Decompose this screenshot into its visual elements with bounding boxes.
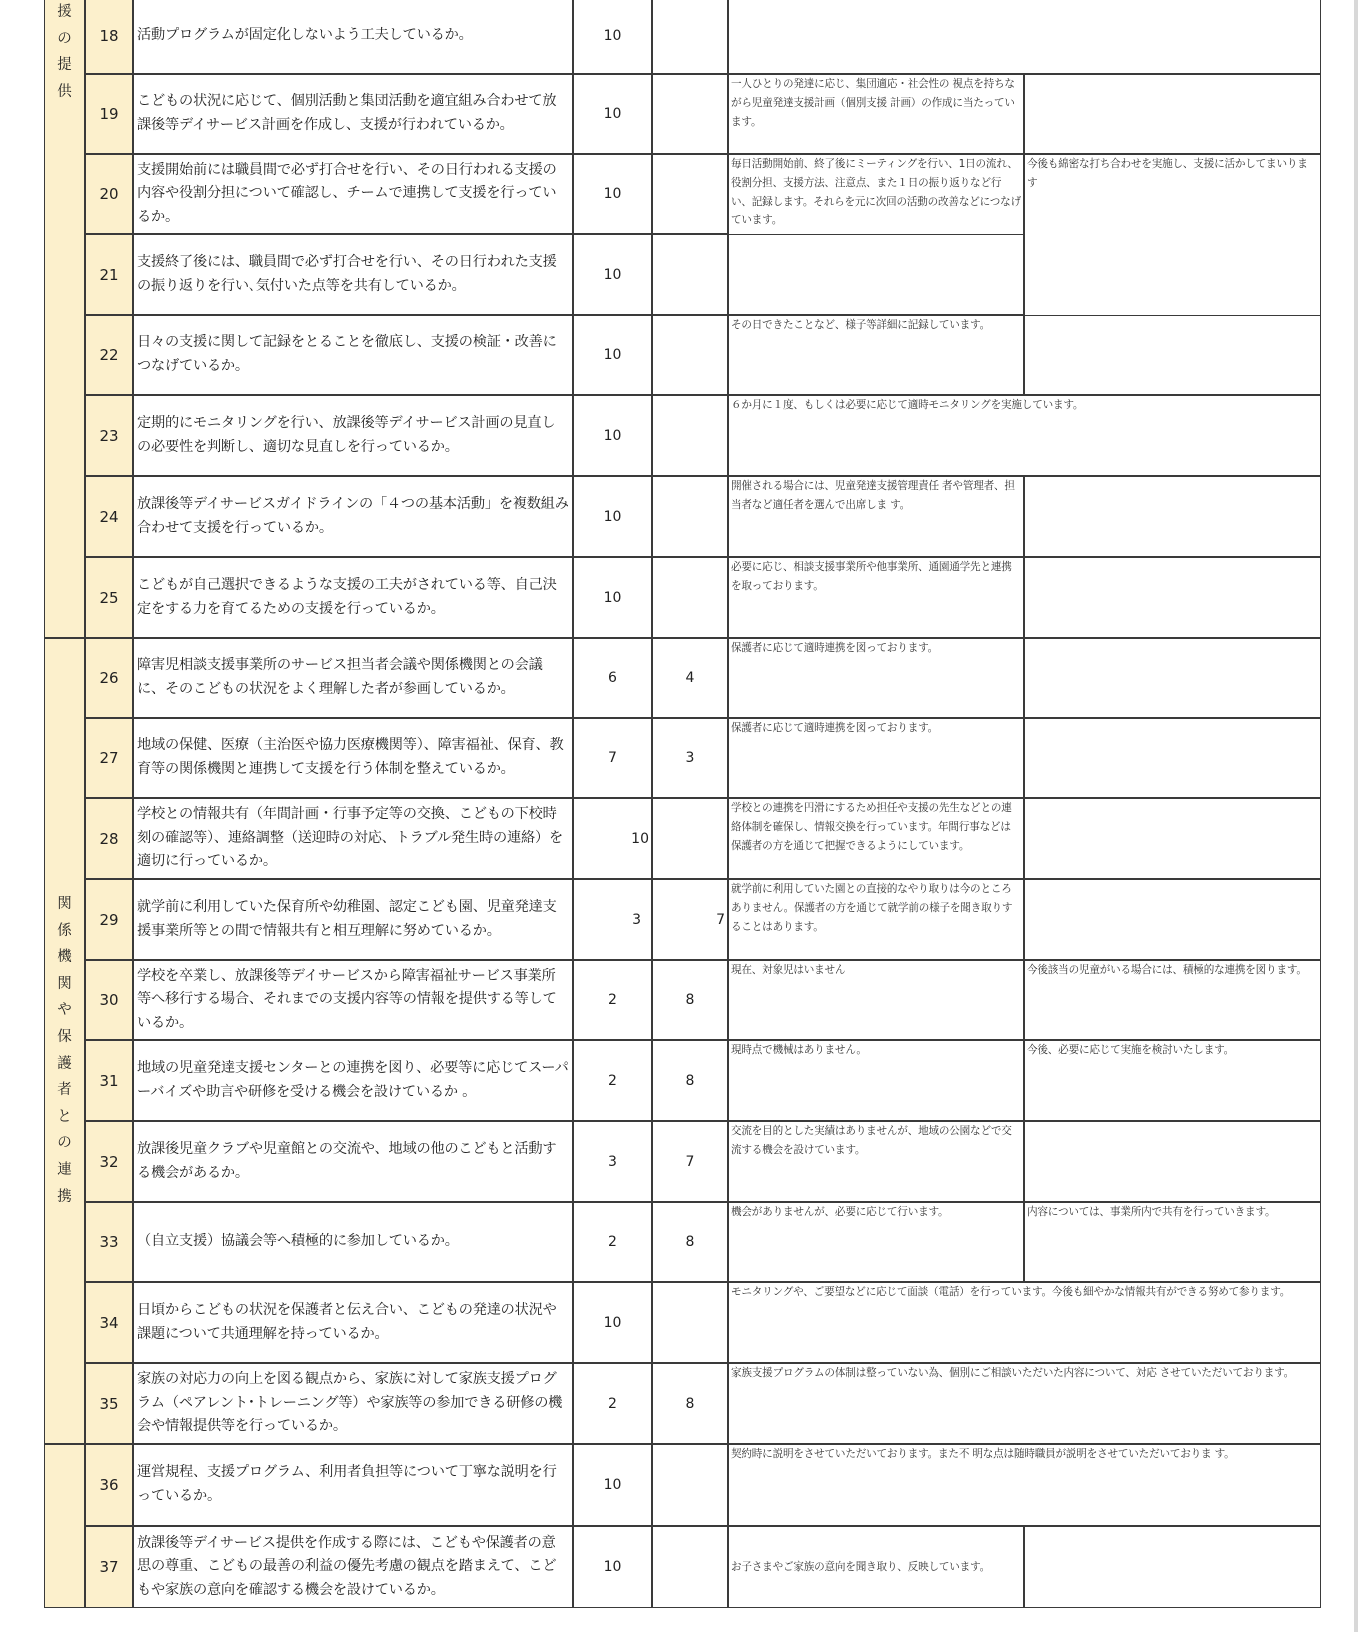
- comment-text: 一人ひとりの発達に応じ、集団適応・社会性の 視点を持ちながら児童発達支援計画（個別支援 計画）の作成に当たっています。: [731, 78, 1015, 128]
- improvement-cell: [1024, 557, 1321, 638]
- item-number: [85, 798, 133, 879]
- comment-text: 機会がありませんが、必要に応じて行います。: [731, 1206, 949, 1218]
- comment-text: その日できたことなど、様子等詳細に記録しています。: [731, 319, 990, 331]
- category-label-explanation: [44, 1444, 85, 1608]
- no-count-value: 8: [685, 1234, 695, 1250]
- comment-text: 契約時に説明をさせていただいております。また不 明な点は随時職員が説明をさせていただいておりま す。: [731, 1448, 1235, 1460]
- improvement-cell: [1024, 960, 1321, 1040]
- yes-count-value: 10: [603, 1314, 622, 1331]
- no-count: [652, 638, 728, 718]
- item-number: [85, 1444, 133, 1526]
- comment-text: 開催される場合には、児童発達支援管理責任 者や管理者、担当者など適任者を選んで出席しま す。: [731, 480, 1015, 511]
- yes-count: [573, 1363, 652, 1444]
- comment-cell: [728, 1363, 1321, 1444]
- yes-count: [573, 1202, 652, 1282]
- yes-count: [573, 879, 652, 960]
- question-text: 支援終了後には、職員間で必ず打合せを行い、その日行われた支援の振り返りを行い､気付いた点等を共有しているか。: [137, 253, 557, 294]
- category-char: 関: [57, 975, 72, 992]
- item-number-text: 18: [99, 27, 119, 45]
- question-text: 就学前に利用していた保育所や幼稚園、認定こども園、児童発達支援事業所等との間で情報共有と相互理解に努めているか。: [137, 898, 557, 939]
- item-number: [85, 1040, 133, 1121]
- question-text: 放課後児童クラブや児童館との交流や、地域の他のこどもと活動する機会があるか。: [137, 1140, 557, 1181]
- yes-count: [573, 798, 652, 879]
- category-char: 護: [57, 1055, 72, 1072]
- category-char: 連: [57, 1161, 72, 1178]
- category-char: の: [57, 30, 72, 47]
- yes-count-value: 6: [608, 670, 617, 686]
- comment-cell: [728, 1202, 1024, 1282]
- item-number: [85, 1526, 133, 1608]
- question-cell: [133, 476, 573, 557]
- improvement-text: 今後、必要に応じて実施を検討いたします。: [1027, 1044, 1235, 1056]
- item-number-text: 27: [99, 749, 119, 767]
- question-cell: [133, 960, 573, 1040]
- improvement-text: 今後も綿密な打ち合わせを実施し、支援に活かしてまいります: [1027, 158, 1308, 189]
- yes-count: [573, 557, 652, 638]
- item-number: [85, 0, 133, 74]
- comment-cell: [728, 1282, 1321, 1363]
- no-count: [652, 0, 728, 74]
- category-char: 係: [57, 922, 72, 939]
- comment-text: 保護者に応じて適時連携を図っております。: [731, 722, 939, 734]
- question-text: 活動プログラムが固定化しないよう工夫しているか。: [137, 27, 473, 44]
- item-number-text: 23: [99, 426, 119, 445]
- item-number: [85, 1202, 133, 1282]
- question-text: 学校を卒業し、放課後等デイサービスから障害福祉サービス事業所等へ移行する場合、それまでの支援内容等の情報を提供する等しているか。: [137, 967, 557, 1031]
- improvement-text: 内容については、事業所内で共有を行っていきます。: [1027, 1206, 1276, 1218]
- comment-text: 現在、対象児はいません: [731, 964, 846, 976]
- category-char: と: [57, 1108, 72, 1125]
- improvement-cell: [1024, 476, 1321, 557]
- item-number: [85, 1121, 133, 1202]
- question-text: 支援開始前には職員間で必ず打合せを行い、その日行われる支援の内容や役割分担について確認し、チームで連携して支援を行っているか。: [137, 161, 557, 225]
- comment-cell: [728, 1526, 1024, 1608]
- no-count: [652, 557, 728, 638]
- comment-text: ６か月に１度、もしくは必要に応じて適時モニタリングを実施しています。: [731, 399, 1084, 411]
- yes-count-value: 10: [603, 266, 622, 283]
- no-count: [652, 718, 728, 798]
- item-number-text: 34: [99, 1313, 119, 1332]
- no-count: [652, 798, 728, 879]
- yes-count-value: 10: [603, 106, 622, 122]
- yes-count-value: 10: [603, 589, 622, 606]
- question-cell: [133, 1526, 573, 1608]
- yes-count: [573, 1526, 652, 1608]
- question-cell: [133, 1363, 573, 1444]
- question-text: 家族の対応力の向上を図る観点から、家族に対して家族支援プログラム（ペアレント･トレーニング等）や家族等の参加できる研修の機会や情報提供等を行っているか。: [137, 1371, 563, 1435]
- yes-count: [573, 1444, 652, 1526]
- comment-cell: [728, 74, 1024, 154]
- item-number-text: 22: [99, 346, 119, 364]
- yes-count-value: 2: [608, 1072, 617, 1089]
- question-cell: [133, 74, 573, 154]
- item-number-text: 30: [99, 991, 119, 1009]
- no-count: [652, 234, 728, 315]
- yes-count: [573, 960, 652, 1040]
- item-number-text: 32: [99, 1152, 119, 1171]
- yes-count: [573, 315, 652, 395]
- yes-count: [573, 1121, 652, 1202]
- item-number: [85, 638, 133, 718]
- yes-count-value: 10: [603, 1477, 622, 1493]
- right-edge: [1354, 0, 1358, 1632]
- item-number-text: 36: [99, 1476, 119, 1494]
- item-number-text: 19: [99, 105, 119, 123]
- item-number: [85, 1363, 133, 1444]
- yes-count: [573, 1040, 652, 1121]
- yes-count: [573, 0, 652, 74]
- item-number-text: 25: [99, 588, 119, 607]
- comment-text: お子さまやご家族の意向を聞き取り、反映しています。: [731, 1560, 990, 1573]
- no-count: [652, 1363, 728, 1444]
- comment-cell: [728, 1121, 1024, 1202]
- question-text: 地域の保健、医療（主治医や協力医療機関等）、障害福祉、保育、教育等の関係機関と連携して支援を行う体制を整えているか。: [137, 737, 564, 777]
- category-char: の: [57, 1135, 72, 1152]
- no-count: [652, 395, 728, 476]
- question-text: （自立支援）協議会等へ積極的に参加しているか。: [137, 1233, 459, 1250]
- question-text: 定期的にモニタリングを行い、放課後等デイサービス計画の見直しの必要性を判断し、適切な見直しを行っているか。: [137, 414, 556, 455]
- item-number: [85, 718, 133, 798]
- comment-cell-empty: [728, 234, 1024, 315]
- improvement-text: 今後該当の児童がいる場合には、積極的な連携を図ります。: [1027, 964, 1307, 976]
- category-char: 提: [57, 57, 72, 74]
- no-count: [652, 74, 728, 154]
- improvement-cell: [1024, 315, 1321, 395]
- item-number: [85, 315, 133, 395]
- question-cell: [133, 234, 573, 315]
- improvement-cell: [1024, 638, 1321, 718]
- yes-count-value: 10: [603, 347, 622, 363]
- yes-count-value: 7: [608, 750, 617, 766]
- no-count-value: 8: [685, 1395, 695, 1412]
- comment-cell: [728, 798, 1024, 879]
- no-count: [652, 1526, 728, 1608]
- no-count-value: 7: [685, 1153, 695, 1170]
- question-text: 日々の支援に関して記録をとることを徹底し、支援の検証・改善につなげているか。: [137, 334, 557, 374]
- yes-count: [573, 154, 652, 234]
- item-number: [85, 476, 133, 557]
- comment-text: 家族支援プログラムの体制は整っていない為、個別にご相談いただいた内容について、対応 させていただいております。: [731, 1367, 1295, 1379]
- question-text: こどもが自己選択できるような支援の工夫がされている等、自己決定をする力を育てるための支援を行っているか。: [137, 576, 557, 617]
- no-count-value: 4: [685, 670, 695, 686]
- category-char: 供: [57, 83, 72, 100]
- question-text: こどもの状況に応じて、個別活動と集団活動を適宜組み合わせて放課後等デイサービス計画を作成し、支援が行われているか。: [137, 93, 557, 133]
- yes-count-value: 2: [608, 992, 617, 1008]
- question-text: 日頃からこどもの状況を保護者と伝え合い、こどもの発達の状況や課題について共通理解を持っているか。: [137, 1301, 557, 1342]
- improvement-cell: [1024, 798, 1321, 879]
- question-cell: [133, 154, 573, 234]
- question-cell: [133, 315, 573, 395]
- question-cell: [133, 798, 573, 879]
- no-count: [652, 1040, 728, 1121]
- item-number-text: 31: [99, 1071, 119, 1090]
- category-char: 携: [57, 1188, 72, 1205]
- yes-count: [573, 718, 652, 798]
- item-number-text: 29: [99, 910, 119, 929]
- no-count-value: 7: [716, 911, 725, 928]
- question-cell: [133, 879, 573, 960]
- question-text: 障害児相談支援事業所のサービス担当者会議や関係機関との会議に、そのこどもの状況をよく理解した者が参画しているか。: [137, 657, 543, 697]
- no-count-value: 3: [685, 750, 695, 766]
- comment-cell: [728, 718, 1024, 798]
- no-count: [652, 1444, 728, 1526]
- yes-count-value: 10: [603, 1559, 622, 1575]
- improvement-cell: [1024, 1526, 1321, 1608]
- question-text: 学校との情報共有（年間計画・行事予定等の交換、こどもの下校時刻の確認等）、連絡調整（送迎時の対応、トラブル発生時の連絡）を適切に行っているか。: [137, 806, 563, 870]
- improvement-cell: [1024, 74, 1321, 154]
- comment-text: 必要に応じ、相談支援事業所や他事業所、通園通学先と連携を取っております。: [731, 561, 1012, 592]
- improvement-cell: [1024, 879, 1321, 960]
- category-char: 関: [57, 896, 72, 912]
- yes-count-value: 3: [632, 911, 641, 928]
- no-count: [652, 476, 728, 557]
- no-count: [652, 1282, 728, 1363]
- improvement-cell: [1024, 1121, 1321, 1202]
- comment-cell: [728, 315, 1024, 395]
- no-count: [652, 879, 728, 960]
- category-label-support: [44, 0, 85, 638]
- comment-text: 学校との連携を円滑にするため担任や支援の先生などとの連絡体制を確保し、情報交換を行っています。年間行事などは保護者の方を通じて把握できるようにしています。: [731, 802, 1012, 852]
- item-number-text: 37: [99, 1558, 119, 1576]
- category-char: 機: [57, 949, 72, 966]
- item-number-text: 21: [99, 265, 119, 284]
- comment-text: 交流を目的とした実績はありませんが、地域の公園などで交流する機会を設けています。: [731, 1125, 1012, 1156]
- question-cell: [133, 1121, 573, 1202]
- item-number-text: 33: [99, 1233, 119, 1251]
- no-count: [652, 960, 728, 1040]
- comment-cell: [728, 638, 1024, 718]
- no-count: [652, 154, 728, 234]
- question-cell: [133, 557, 573, 638]
- question-cell: [133, 1040, 573, 1121]
- category-label-relations: [44, 638, 85, 1444]
- yes-count-value: 10: [603, 186, 622, 202]
- question-text: 放課後等デイサービス提供を作成する際には、こどもや保護者の意思の尊重、こどもの最善の利益の優先考慮の観点を踏まえて、こどもや家族の意向を確認する機会を設けているか。: [137, 1534, 557, 1598]
- item-number: [85, 1282, 133, 1363]
- no-count-value: 8: [685, 992, 695, 1008]
- item-number-text: 20: [99, 185, 119, 203]
- question-cell: [133, 0, 573, 74]
- question-cell: [133, 718, 573, 798]
- comment-cell: [728, 395, 1321, 476]
- item-number-text: 24: [99, 507, 119, 526]
- yes-count: [573, 395, 652, 476]
- question-cell: [133, 638, 573, 718]
- item-number-text: 28: [99, 829, 119, 848]
- comment-cell: [728, 557, 1024, 638]
- item-number: [85, 154, 133, 234]
- improvement-cell: [1024, 718, 1321, 798]
- yes-count-value: 10: [631, 830, 649, 847]
- comment-cell: [728, 1040, 1024, 1121]
- item-number: [85, 879, 133, 960]
- improvement-cell: [1024, 1040, 1321, 1121]
- question-cell: [133, 395, 573, 476]
- yes-count: [573, 1282, 652, 1363]
- improvement-cell: [1024, 1202, 1321, 1282]
- comment-cell: [728, 0, 1321, 74]
- question-cell: [133, 1202, 573, 1282]
- comment-cell: [728, 879, 1024, 960]
- comment-text: 就学前に利用していた園との直接的なやり取りは今のところありません。保護者の方を通じて就学前の様子を聞き取りすることはあります。: [731, 883, 1013, 933]
- yes-count: [573, 638, 652, 718]
- yes-count-value: 3: [608, 1153, 617, 1170]
- category-char: や: [57, 1002, 72, 1019]
- yes-count-value: 2: [608, 1395, 617, 1412]
- yes-count: [573, 234, 652, 315]
- no-count: [652, 1121, 728, 1202]
- item-number: [85, 960, 133, 1040]
- no-count: [652, 315, 728, 395]
- comment-cell: [728, 960, 1024, 1040]
- category-char: 援: [57, 4, 72, 20]
- yes-count-value: 2: [608, 1234, 617, 1250]
- item-number: [85, 557, 133, 638]
- category-char: 者: [57, 1082, 72, 1099]
- comment-text: 毎日活動開始前、終了後にミーティングを行い、1日の流れ、役割分担、支援方法、注意点、また１日の振り返りなど行い、記録します。それらを元に次回の活動の改善などにつなげています。: [731, 158, 1021, 227]
- question-text: 放課後等デイサービスガイドラインの「４つの基本活動」を複数組み合わせて支援を行っているか。: [137, 495, 569, 536]
- yes-count-value: 10: [603, 508, 622, 525]
- item-number-text: 35: [99, 1394, 119, 1413]
- category-char: 保: [57, 1028, 72, 1045]
- comment-text: 現時点で機械はありません。: [731, 1044, 867, 1056]
- item-number: [85, 395, 133, 476]
- comment-text: モニタリングや、ご要望などに応じて面談（電話）を行っています。今後も細やかな情報共有ができる努めて参ります。: [731, 1286, 1291, 1298]
- comment-cell: [728, 1444, 1321, 1526]
- item-number: [85, 74, 133, 154]
- question-cell: [133, 1282, 573, 1363]
- yes-count: [573, 476, 652, 557]
- comment-cell: [728, 476, 1024, 557]
- question-text: 地域の児童発達支援センターとの連携を図り、必要等に応じてスーパーバイズや助言や研修を受ける機会を設けているか 。: [137, 1059, 569, 1100]
- item-number: [85, 234, 133, 315]
- no-count-value: 8: [685, 1072, 695, 1089]
- yes-count-value: 10: [603, 28, 622, 44]
- question-cell: [133, 1444, 573, 1526]
- question-text: 運営規程、支援プログラム、利用者負担等について丁寧な説明を行っているか。: [137, 1464, 557, 1504]
- yes-count: [573, 74, 652, 154]
- item-number-text: 26: [99, 669, 119, 687]
- comment-text: 保護者に応じて適時連携を図っております。: [731, 642, 939, 654]
- no-count: [652, 1202, 728, 1282]
- yes-count-value: 10: [603, 427, 622, 444]
